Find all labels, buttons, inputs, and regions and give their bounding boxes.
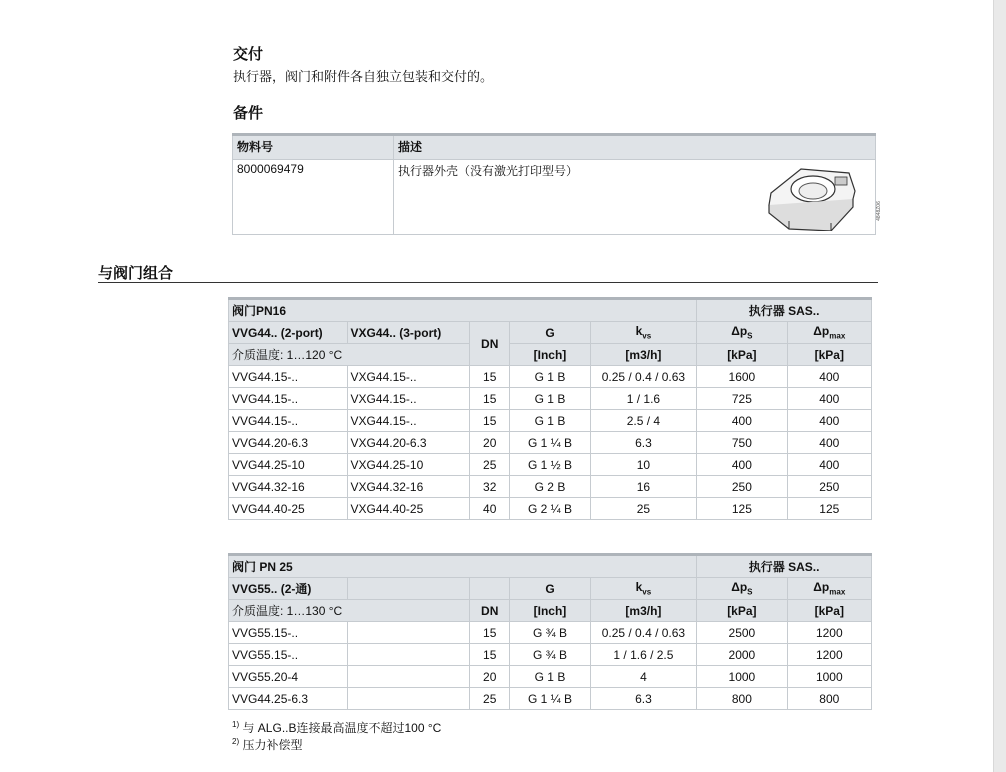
table-row xyxy=(229,622,872,644)
cell-dpmax: 400 xyxy=(787,388,871,410)
cell-g: G 1 B xyxy=(510,388,590,410)
pn25-unit-kvs: [m3/h] xyxy=(590,600,696,622)
cell-g: G 1 ¼ B xyxy=(510,688,590,710)
table-header-row xyxy=(229,299,872,322)
table-row xyxy=(229,432,872,454)
cell-kvs: 25 xyxy=(590,498,696,520)
table-header-row xyxy=(229,555,872,578)
cell-model-3port xyxy=(347,644,470,666)
cell-model-2port: VVG44.25-10 xyxy=(229,454,348,476)
cell-dps: 800 xyxy=(697,688,787,710)
cell-model-3port: VXG44.20-6.3 xyxy=(347,432,470,454)
pn25-dn-header: DN xyxy=(470,600,510,622)
cell-dpmax: 1200 xyxy=(787,644,871,666)
cell-model-2port: VVG44.25-6.3 xyxy=(229,688,348,710)
pn25-unit-g: [Inch] xyxy=(510,600,590,622)
pn16-unit-dps: [kPa] xyxy=(697,344,787,366)
table-row xyxy=(229,644,872,666)
pn25-dps-header: $\Delta p_S$ xyxy=(697,578,787,600)
cell-model-2port: VVG44.15-.. xyxy=(229,366,348,388)
footnote-2: $^{2)}$ 压力补偿型 xyxy=(232,737,303,752)
cell-dn: 40 xyxy=(470,498,510,520)
delivery-title: 交付 xyxy=(233,45,264,63)
pn25-title: 阀门 PN 25 xyxy=(229,555,348,578)
section-divider xyxy=(98,282,878,283)
footnote-1: $^{1)}$ 与 ALG..B连接最高温度不超过100 °C xyxy=(232,720,442,735)
cell-g: G ¾ B xyxy=(510,622,590,644)
cell-kvs: 6.3 xyxy=(590,432,696,454)
cell-model-3port: VXG44.15-.. xyxy=(347,410,470,432)
col-part-number-header: 物料号 xyxy=(233,135,394,160)
pn25-table xyxy=(228,553,872,710)
vertical-scrollbar[interactable] xyxy=(993,0,1006,772)
cell-dn: 20 xyxy=(470,666,510,688)
cell-kvs: 16 xyxy=(590,476,696,498)
cell-dpmax: 400 xyxy=(787,366,871,388)
cell-model-2port: VVG55.15-.. xyxy=(229,622,348,644)
cell-model-3port: VXG44.15-.. xyxy=(347,366,470,388)
pn16-g-header: G xyxy=(510,322,590,344)
description-cell xyxy=(394,160,883,235)
table-row xyxy=(229,666,872,688)
pn25-actuator-header: 执行器 SAS.. xyxy=(697,555,872,578)
cell-dpmax: 400 xyxy=(787,410,871,432)
cell-kvs: 1 / 1.6 xyxy=(590,388,696,410)
cell-model-2port: VVG55.20-4 xyxy=(229,666,348,688)
cell-dn: 25 xyxy=(470,454,510,476)
image-code-label: 4848Z06 xyxy=(876,201,883,221)
table-header-row xyxy=(229,344,872,366)
cell-dn: 15 xyxy=(470,366,510,388)
pn25-body xyxy=(229,622,872,710)
cell-dpmax: 250 xyxy=(787,476,871,498)
cell-dps: 400 xyxy=(697,410,787,432)
cell-g: G 1 B xyxy=(510,666,590,688)
pn16-2port-header: VVG44.. (2-port) xyxy=(229,322,348,344)
pn16-title: 阀门PN16 xyxy=(229,299,348,322)
cell-dps: 400 xyxy=(697,454,787,476)
pn16-dn-header: DN xyxy=(470,322,510,366)
cell-model-2port: VVG44.15-.. xyxy=(229,410,348,432)
cell-dn: 15 xyxy=(470,410,510,432)
cell-g: G 1 B xyxy=(510,366,590,388)
pn25-unit-dps: [kPa] xyxy=(697,600,787,622)
pn25-unit-dpmax: [kPa] xyxy=(787,600,871,622)
pn16-temp: 介质温度: 1…120 °C xyxy=(229,344,470,366)
cell-g: G 2 ¼ B xyxy=(510,498,590,520)
cell-model-3port xyxy=(347,666,470,688)
description-text: 执行器外壳（没有激光打印型号） xyxy=(398,164,579,178)
table-header-row xyxy=(229,600,872,622)
cell-dpmax: 1200 xyxy=(787,622,871,644)
table-row xyxy=(233,160,876,235)
cell-dps: 250 xyxy=(697,476,787,498)
cell-dn: 25 xyxy=(470,688,510,710)
cell-dn: 15 xyxy=(470,644,510,666)
spare-parts-table xyxy=(232,133,883,235)
cell-dps: 125 xyxy=(697,498,787,520)
pn16-unit-g: [Inch] xyxy=(510,344,590,366)
cell-model-3port: VXG44.25-10 xyxy=(347,454,470,476)
pn16-table xyxy=(228,297,872,520)
pn16-unit-dpmax: [kPa] xyxy=(787,344,871,366)
cell-dpmax: 800 xyxy=(787,688,871,710)
pn16-unit-kvs: [m3/h] xyxy=(590,344,696,366)
cell-dn: 20 xyxy=(470,432,510,454)
pn16-dpmax-header: $\Delta p_{max}$ xyxy=(787,322,871,344)
part-number-cell: 8000069479 xyxy=(233,160,394,235)
pn16-body xyxy=(229,366,872,520)
cell-kvs: 2.5 / 4 xyxy=(590,410,696,432)
pn16-kvs-header: $k_{vs}$ xyxy=(590,322,696,344)
pn16-dps-header: $\Delta p_S$ xyxy=(697,322,787,344)
cell-model-3port: VXG44.40-25 xyxy=(347,498,470,520)
cell-dn: 32 xyxy=(470,476,510,498)
table-row xyxy=(229,688,872,710)
pn25-temp: 介质温度: 1…130 °C xyxy=(229,600,470,622)
combination-title: 与阀门组合 xyxy=(98,264,174,282)
cell-dps: 750 xyxy=(697,432,787,454)
table-header-row xyxy=(233,135,876,160)
cell-model-2port: VVG55.15-.. xyxy=(229,644,348,666)
cell-model-3port xyxy=(347,622,470,644)
cell-dpmax: 400 xyxy=(787,454,871,476)
actuator-housing-image xyxy=(761,163,861,231)
cell-kvs: 4 xyxy=(590,666,696,688)
cell-model-2port: VVG44.32-16 xyxy=(229,476,348,498)
cell-kvs: 0.25 / 0.4 / 0.63 xyxy=(590,622,696,644)
cell-g: G 1 ½ B xyxy=(510,454,590,476)
col-description-header: 描述 xyxy=(394,135,876,160)
cell-dps: 2000 xyxy=(697,644,787,666)
cell-dps: 2500 xyxy=(697,622,787,644)
cell-model-2port: VVG44.20-6.3 xyxy=(229,432,348,454)
table-row xyxy=(229,498,872,520)
cell-model-2port: VVG44.15-.. xyxy=(229,388,348,410)
table-row xyxy=(229,366,872,388)
cell-dn: 15 xyxy=(470,388,510,410)
table-header-row xyxy=(229,578,872,600)
cell-g: G ¾ B xyxy=(510,644,590,666)
cell-g: G 1 B xyxy=(510,410,590,432)
pn25-dpmax-header: $\Delta p_{max}$ xyxy=(787,578,871,600)
pn16-3port-header: VXG44.. (3-port) xyxy=(347,322,470,344)
pn16-actuator-header: 执行器 SAS.. xyxy=(697,299,872,322)
table-row xyxy=(229,410,872,432)
cell-model-3port: VXG44.32-16 xyxy=(347,476,470,498)
cell-dpmax: 400 xyxy=(787,432,871,454)
cell-model-3port: VXG44.15-.. xyxy=(347,388,470,410)
cell-kvs: 6.3 xyxy=(590,688,696,710)
cell-dpmax: 1000 xyxy=(787,666,871,688)
table-header-row xyxy=(229,322,872,344)
cell-g: G 2 B xyxy=(510,476,590,498)
cell-dpmax: 125 xyxy=(787,498,871,520)
cell-kvs: 1 / 1.6 / 2.5 xyxy=(590,644,696,666)
table-row xyxy=(229,476,872,498)
delivery-text: 执行器，阀门和附件各自独立包装和交付的。 xyxy=(233,70,494,85)
cell-dps: 725 xyxy=(697,388,787,410)
cell-dn: 15 xyxy=(470,622,510,644)
pn25-2port-header: VVG55.. (2-通) xyxy=(229,578,348,600)
table-row xyxy=(229,454,872,476)
pn25-kvs-header: $k_{vs}$ xyxy=(590,578,696,600)
cell-g: G 1 ¼ B xyxy=(510,432,590,454)
cell-model-3port xyxy=(347,688,470,710)
pn25-g-header: G xyxy=(510,578,590,600)
cell-kvs: 10 xyxy=(590,454,696,476)
cell-model-2port: VVG44.40-25 xyxy=(229,498,348,520)
cell-dps: 1600 xyxy=(697,366,787,388)
table-row xyxy=(229,388,872,410)
cell-dps: 1000 xyxy=(697,666,787,688)
spare-parts-title: 备件 xyxy=(233,104,264,122)
cell-kvs: 0.25 / 0.4 / 0.63 xyxy=(590,366,696,388)
